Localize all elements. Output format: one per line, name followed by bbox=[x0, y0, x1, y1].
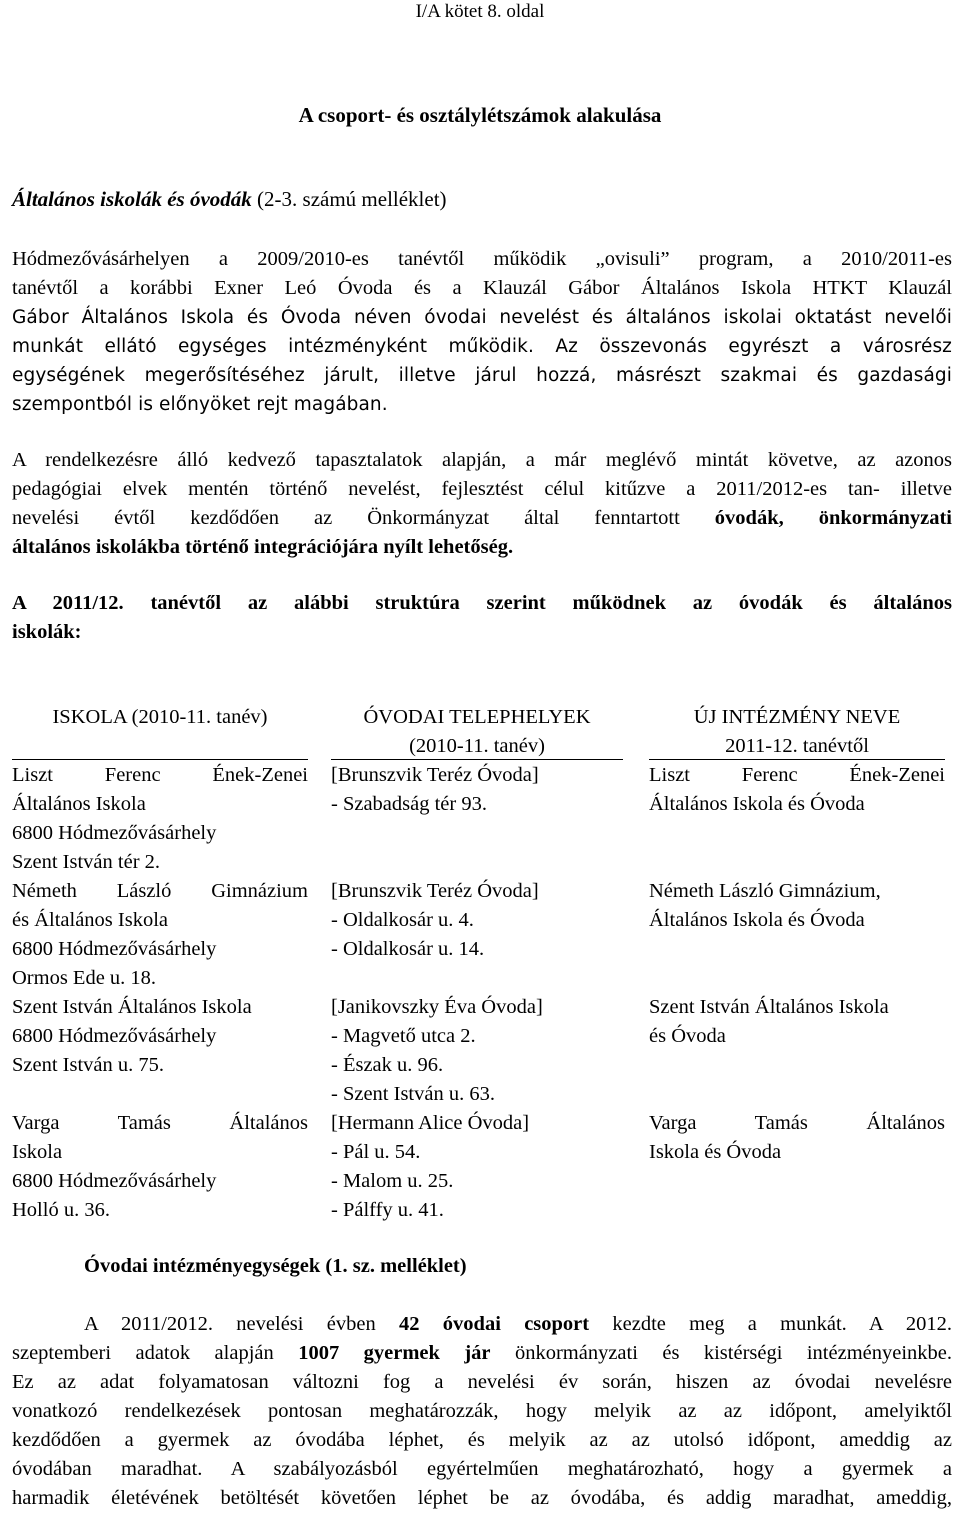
cell-line: Liszt Ferenc Ének-Zenei bbox=[12, 764, 308, 786]
column-header-text: 2011-12. tanévtől bbox=[725, 735, 869, 757]
cell-line: Általános Iskola és Óvoda bbox=[649, 909, 865, 931]
paragraph-line: harmadik életévének betöltését követően léphet be az óvodába, és addig maradhat, ameddig, bbox=[12, 1487, 952, 1509]
table-cell bbox=[331, 993, 623, 1109]
heading-line: A 2011/12. tanévtől az alábbi struktúra szerint működnek az óvodák és általános bbox=[12, 592, 952, 614]
kindergarten-column-header bbox=[331, 703, 623, 761]
column-header-text: ISKOLA (2010-11. tanév) bbox=[52, 706, 268, 728]
subheading-rest: (2-3. számú melléklet) bbox=[251, 187, 447, 211]
column-header-text: ÓVODAI TELEPHELYEK bbox=[363, 706, 591, 728]
paragraph-line: Hódmezővásárhelyen a 2009/2010-es tanévtől működik „ovisuli” program, a 2010/2011-es bbox=[12, 248, 952, 270]
cell-line: Szent István Általános Iskola bbox=[12, 996, 252, 1018]
cell-line: [Janikovszky Éva Óvoda] bbox=[331, 996, 543, 1018]
paragraph-line bbox=[12, 332, 952, 361]
kindergarten-paragraph bbox=[12, 1310, 952, 1513]
cell-line: Általános Iskola bbox=[12, 793, 146, 815]
paragraph-fragment: nevelési évtől kezdődően az Önkormányzat által fenntartott bbox=[12, 507, 680, 529]
cell-line: 6800 Hódmezővásárhely bbox=[12, 822, 217, 844]
table-cell bbox=[12, 877, 308, 993]
header-rule bbox=[331, 759, 623, 760]
cell-line: [Hermann Alice Óvoda] bbox=[331, 1112, 530, 1134]
paragraph-line: óvodában maradhat. A szabályozásból egyértelműen meghatározható, hogy a gyermek a bbox=[12, 1458, 952, 1480]
school-column-header bbox=[12, 703, 308, 732]
paragraph-emphasis: óvodák, önkormányzati bbox=[714, 507, 952, 529]
paragraph-fragment: munkát ellátó egységes intézményként működik. bbox=[12, 336, 534, 357]
paragraph-line: Ez az adat folyamatosan változni fog a nevelési év során, hiszen az óvodai nevelésre bbox=[12, 1371, 952, 1393]
paragraph-line: tanévtől a korábbi Exner Leó Óvoda és a Klauzál Gábor Általános Iskola HTKT Klauzál bbox=[12, 277, 952, 299]
cell-line: Ormos Ede u. 18. bbox=[12, 967, 157, 989]
paragraph-fragment: kezdte meg a munkát. A 2012. bbox=[612, 1313, 953, 1335]
section-subheading bbox=[12, 185, 447, 214]
paragraph-line: A rendelkezésre álló kedvező tapasztalatok alapján, a már meglévő mintát követve, az azonos bbox=[12, 449, 952, 471]
paragraph-fragment: önkormányzati és kistérségi intézményeinkbe. bbox=[514, 1342, 953, 1364]
section-title: Óvodai intézményegységek (1. sz. melléklet) bbox=[84, 1255, 467, 1277]
cell-line: Németh László Gimnázium bbox=[12, 880, 308, 902]
cell-line: Iskola bbox=[12, 1141, 63, 1163]
integration-paragraph bbox=[12, 446, 952, 562]
new-institution-column-header bbox=[649, 703, 945, 761]
paragraph-line: általános iskolákba történő integrációjára nyílt lehetőség. bbox=[12, 536, 514, 558]
cell-line: [Brunszvik Teréz Óvoda] bbox=[331, 764, 539, 786]
paragraph-line: szempontból is előnyöket rejt magában. bbox=[12, 394, 388, 415]
paragraph-line: vonatkozó rendelkezések pontosan meghatározzák, hogy melyik az az időpont, amelyiktől bbox=[12, 1400, 952, 1422]
cell-line: - Szabadság tér 93. bbox=[331, 793, 487, 815]
paragraph-fragment: Az összevonás egyrészt a városrész bbox=[555, 336, 952, 357]
table-cell bbox=[649, 761, 945, 819]
cell-line: - Észak u. 96. bbox=[331, 1054, 444, 1076]
cell-line: - Oldalkosár u. 14. bbox=[331, 938, 485, 960]
column-header-text: ÚJ INTÉZMÉNY NEVE bbox=[693, 706, 901, 728]
header-rule bbox=[12, 759, 308, 760]
cell-line: [Brunszvik Teréz Óvoda] bbox=[331, 880, 539, 902]
paragraph-fragment: szeptemberi adatok alapján bbox=[12, 1342, 274, 1364]
cell-line: - Szent István u. 63. bbox=[331, 1083, 495, 1105]
cell-line: - Magvető utca 2. bbox=[331, 1025, 476, 1047]
table-cell bbox=[649, 877, 945, 935]
header-rule bbox=[649, 759, 945, 760]
cell-line: Varga Tamás Általános bbox=[649, 1112, 945, 1134]
cell-line: Iskola és Óvoda bbox=[649, 1141, 782, 1163]
cell-line: - Pál u. 54. bbox=[331, 1141, 421, 1163]
page-header: I/A kötet 8. oldal bbox=[415, 1, 545, 22]
paragraph-line bbox=[12, 504, 952, 533]
paragraph-fragment: A 2011/2012. nevelési évben bbox=[84, 1313, 376, 1335]
paragraph-line: kezdődően a gyermek az óvodába léphet, és melyik az az utolsó időpont, ameddig az bbox=[12, 1429, 952, 1451]
page-title: A csoport- és osztálylétszámok alakulása bbox=[298, 103, 662, 127]
paragraph-line bbox=[12, 1339, 952, 1368]
cell-line: Holló u. 36. bbox=[12, 1199, 110, 1221]
cell-line: 6800 Hódmezővásárhely bbox=[12, 938, 217, 960]
intro-paragraph bbox=[12, 245, 952, 419]
structure-heading bbox=[12, 589, 952, 647]
cell-line: Liszt Ferenc Ének-Zenei bbox=[649, 764, 945, 786]
table-cell bbox=[12, 1109, 308, 1225]
cell-line: Németh László Gimnázium, bbox=[649, 880, 881, 902]
table-cell bbox=[12, 761, 308, 877]
cell-line: - Malom u. 25. bbox=[331, 1170, 454, 1192]
table-cell bbox=[331, 761, 623, 819]
cell-line: Varga Tamás Általános bbox=[12, 1112, 308, 1134]
table-cell bbox=[649, 993, 945, 1051]
paragraph-emphasis: 42 óvodai csoport bbox=[399, 1313, 590, 1335]
cell-line: - Pálffy u. 41. bbox=[331, 1199, 444, 1221]
cell-line: 6800 Hódmezővásárhely bbox=[12, 1025, 217, 1047]
subheading-emphasis: Általános iskolák és óvodák bbox=[12, 187, 252, 211]
cell-line: és Óvoda bbox=[649, 1025, 726, 1047]
paragraph-line: Gábor Általános Iskola és Óvoda néven óvodai nevelést és általános iskolai oktatást nevelői bbox=[12, 307, 952, 328]
cell-line: 6800 Hódmezővásárhely bbox=[12, 1170, 217, 1192]
paragraph-line: pedagógiai elvek mentén történő nevelést, fejlesztést célul kitűzve a 2011/2012-es tan- illetve bbox=[12, 478, 952, 500]
cell-line: Szent István tér 2. bbox=[12, 851, 161, 873]
cell-line: Szent István Általános Iskola bbox=[649, 996, 889, 1018]
cell-line: - Oldalkosár u. 4. bbox=[331, 909, 474, 931]
table-cell bbox=[649, 1109, 945, 1167]
cell-line: és Általános Iskola bbox=[12, 909, 168, 931]
table-cell bbox=[331, 1109, 623, 1225]
paragraph-line: egységének megerősítéséhez járult, illetve járul hozzá, másrészt szakmai és gazdasági bbox=[12, 365, 952, 386]
paragraph-emphasis: 1007 gyermek jár bbox=[298, 1342, 491, 1364]
column-header-text: (2010-11. tanév) bbox=[409, 735, 545, 757]
cell-line: Általános Iskola és Óvoda bbox=[649, 793, 865, 815]
paragraph-line bbox=[12, 1310, 952, 1339]
heading-line: iskolák: bbox=[12, 621, 82, 643]
table-cell bbox=[12, 993, 308, 1080]
cell-line: Szent István u. 75. bbox=[12, 1054, 165, 1076]
table-cell bbox=[331, 877, 623, 964]
